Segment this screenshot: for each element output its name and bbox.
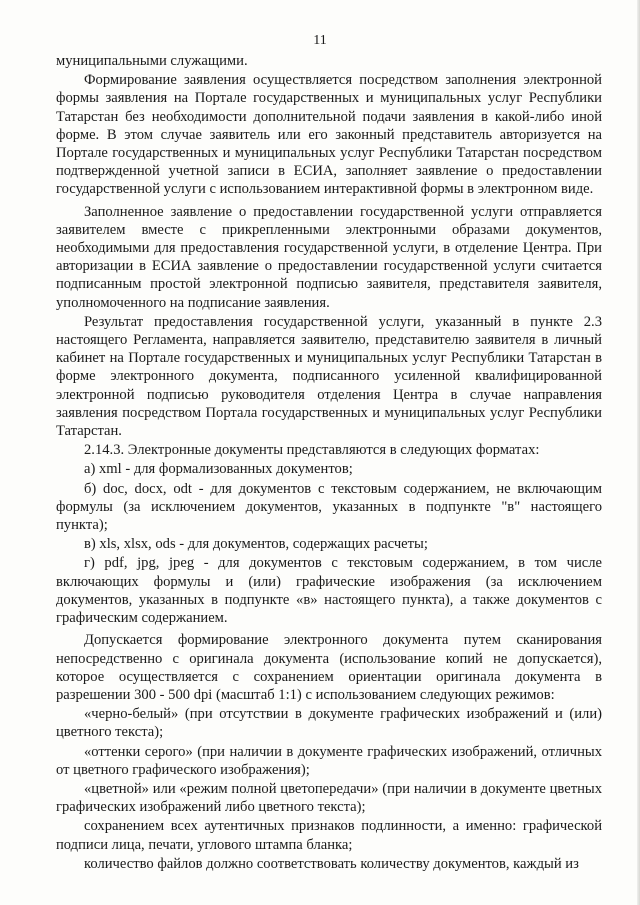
paragraph: Допускается формирование электронного документа путем сканирования непосредственно с оригинала документа (использование копий не допускается), которое осуществляется с сохранением ориентации оригинала документа в разрешении 300 - 500 dpi (масштаб 1:1) с использованием следующих режимов: [56, 632, 602, 703]
paragraph: «оттенки серого» (при наличии в документе графических изображений, отличных от цветного графического изображения); [56, 743, 602, 778]
paragraph: «цветной» или «режим полной цветопередачи» (при наличии в документе цветных графических изображений либо цветного текста); [56, 780, 602, 816]
paragraph: муниципальными служащими. [56, 53, 248, 69]
paragraph: Результат предоставления государственной услуги, указанный в пункте 2.3 настоящего Регламента, направляется заявителю, представителю заявителя в личный кабинет на Портале государственных и муниципальных услуг Республики Татарстан в форме электронного документа, подписанного усиленной квалифицированной электронной подписью руководителя отделения Центра в случае направления заявления посредством Портала государственных и муниципальных услуг Республики Татарстан. [56, 313, 602, 440]
paragraph: Заполненное заявление о предоставлении государственной услуги отправляется заявителем вместе с прикрепленными электронными образами документов, необходимыми для предоставления государственной услуги, в отделение Центра. При авторизации в ЕСИА заявление о предоставлении государственной услуги считается подписанным простой электронной подписью заявителя, представителя заявителя, уполномоченного на подписание заявления. [56, 203, 602, 311]
paragraph: б) doc, docx, odt - для документов с текстовым содержанием, не включающим формулы (за исключением документов, указанных в подпункте "в" настоящего пункта); [56, 480, 602, 534]
paragraph: сохранением всех аутентичных признаков подлинности, а именно: графической подписи лица, печати, углового штампа бланка; [56, 818, 602, 853]
document-body [56, 52, 602, 874]
paragraph: а) xml - для формализованных документов; [84, 461, 353, 478]
paragraph: «черно-белый» (при отсутствии в документе графических изображений и (или) цветного текста); [56, 706, 602, 741]
paragraph: в) xls, xlsx, ods - для документов, содержащих расчеты; [84, 536, 428, 553]
paragraph: г) pdf, jpg, jpeg - для документов с текстовым содержанием, в том числе включающих формулы и (или) графические изображения (за исключением документов, указанных в подпункте «в» настоящего пункта), а также документов с графическим содержанием. [56, 555, 602, 627]
paragraph: 2.14.3. Электронные документы представляются в следующих форматах: [84, 442, 540, 459]
paragraph: количество файлов должно соответствовать количеству документов, каждый из [84, 855, 579, 872]
page-number: 11 [313, 33, 327, 48]
paragraph: Формирование заявления осуществляется посредством заполнения электронной формы заявления на Портале государственных и муниципальных услуг Республики Татарстан без необходимости дополнительной подачи заявления в какой-либо иной форме. В этом случае заявитель или его законный представитель авторизуется на Портале государственных и муниципальных услуг Республики Татарстан посредством подтвержденной учетной записи в ЕСИА, заполняет заявление о предоставлении государственной услуги с использованием интерактивной формы в электронном виде. [56, 72, 602, 198]
